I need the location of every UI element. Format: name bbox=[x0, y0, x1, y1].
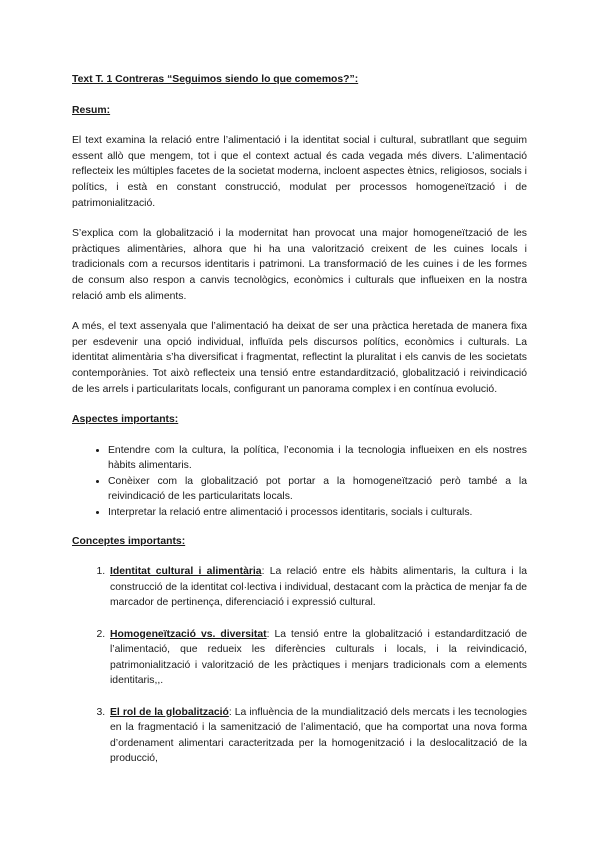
aspecte-item: • Interpretar la relació entre alimentació i processos identitaris, socials i culturals. bbox=[108, 505, 527, 521]
concepte-text: : La tensió entre la globalització i estandardització de l’alimentació, que redueix les diferències culturals i locals, i la reivindicació, patrimonialització i valorització de les pràctiques i menjars tradicionals com a elements identitaris,,. bbox=[110, 628, 527, 687]
aspecte-item: • Conèixer com la globalització pot portar a la homogeneïtzació però també a la reivindicació de les particularitats locals. bbox=[108, 474, 527, 505]
concepte-term: Homogeneïtzació vs. diversitat bbox=[110, 628, 267, 640]
resum-paragraph-2: S’explica com la globalització i la modernitat han provocat una major homogeneïtzació de les pràctiques alimentàries, alhora que hi ha una valorització creixent de les cuines locals i tradicionals com a recursos identitaris i patrimoni. La transformació de les cuines i de les formes de consum also respon a canvis tecnològics, econòmics i culturals que influeixen en la nostra relació amb els aliments. bbox=[72, 228, 527, 302]
resum-heading: Resum: bbox=[72, 104, 111, 116]
concepte-item bbox=[108, 627, 527, 689]
resum-paragraph-1: El text examina la relació entre l’alimentació i la identitat social i cultural, subratllant que seguim essent allò que mengem, tot i que el context actual és cada vegada més divers. L’alimentació reflecteix les múltiples facetes de la societat moderna, incloent aspectes ètnics, religiosos, socials i polítics, i està en constant construcció, modulat per processos homogeneïtzació i de patrimonialització. bbox=[72, 135, 527, 209]
conceptes-heading: Conceptes importants: bbox=[72, 535, 186, 547]
aspectes-list bbox=[72, 443, 527, 521]
concepte-text: : La influència de la mundialització dels mercats i les tecnologies en la fragmentació i la samenització de l’alimentació, que ha comportat una nova forma d’ordenament alimentari caracteritzada per la homogenització i la deslocalització de la producció, bbox=[110, 706, 527, 765]
aspecte-item: • Entendre com la cultura, la política, l’economia i la tecnologia influeixen en els nostres hàbits alimentaris. bbox=[108, 443, 527, 474]
concepte-term: El rol de la globalització bbox=[110, 706, 229, 718]
concepte-item bbox=[108, 705, 527, 767]
resum-paragraph-3: A més, el text assenyala que l’alimentació ha deixat de ser una pràctica heretada de manera fixa per esdevenir una opció individual, influïda pels discursos polítics, econòmics i culturals. La identitat alimentària s’ha diversificat i fragmentat, reflectint la pluralitat i els canvis de les societats contemporànies. Tot això reflecteix una tensió entre estandardització, globalització i reivindicació de les arrels i particularitats locals, configurant un panorama complex i en contínua evolució. bbox=[72, 321, 527, 395]
conceptes-list bbox=[72, 564, 527, 767]
document-title: Text T. 1 Contreras “Seguimos siendo lo que comemos?”: bbox=[72, 74, 359, 85]
concepte-text: : La relació entre els hàbits alimentaris, la cultura i la construcció de la identitat col·lectiva i individual, destacant com la pràctica de menjar fa de marcador de pertinença, diferenciació i expressió cultural. bbox=[110, 566, 527, 609]
page-content bbox=[72, 72, 527, 783]
concepte-item bbox=[108, 564, 527, 611]
aspectes-heading: Aspectes importants: bbox=[72, 414, 179, 426]
concepte-term: Identitat cultural i alimentària bbox=[110, 566, 262, 578]
